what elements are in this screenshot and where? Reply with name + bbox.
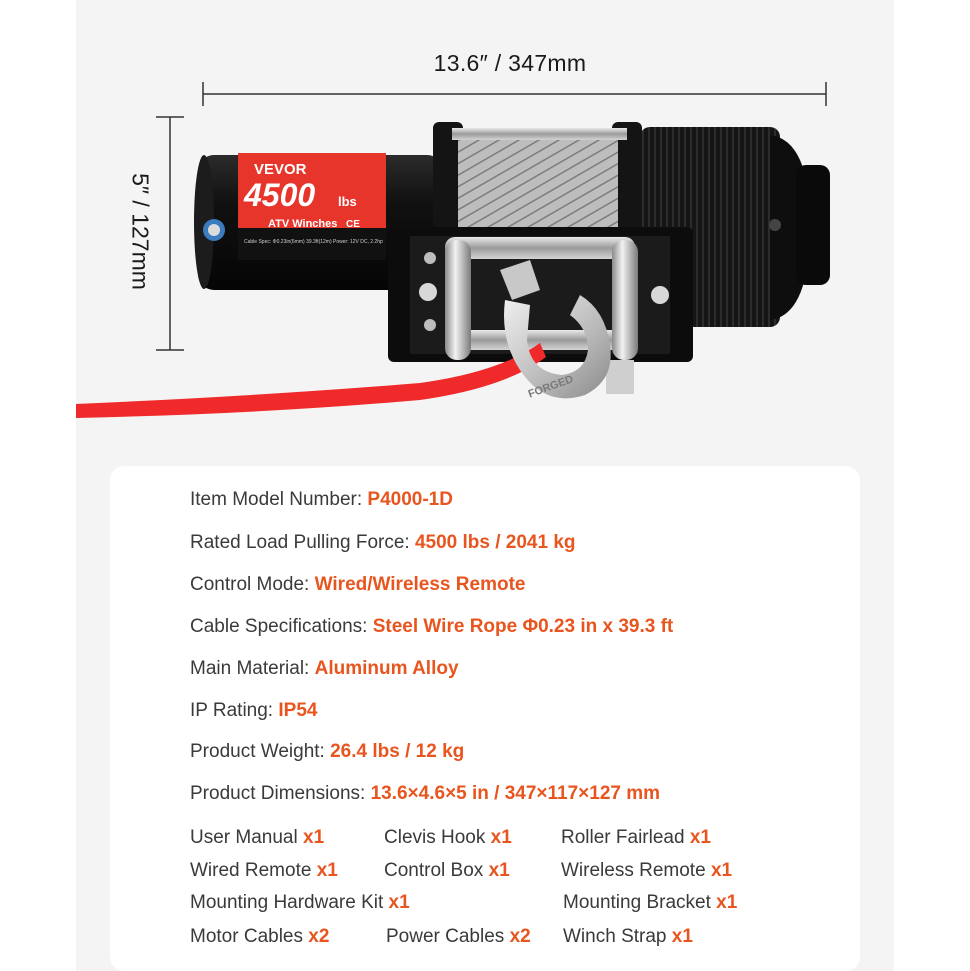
spec-label: Product Dimensions: [190,783,371,804]
clutch-lever [796,165,830,285]
spec-row [190,783,660,805]
spec-row [190,489,453,511]
package-item-qty: x1 [671,926,693,947]
spec-label: Control Mode: [190,574,315,595]
spec-row [190,658,459,680]
spec-row [190,741,464,763]
spec-value: 13.6×4.6×5 in / 347×117×127 mm [370,783,661,804]
package-item [190,827,324,849]
package-item-name: Mounting Hardware Kit [190,892,384,913]
package-item-name: Power Cables [386,926,505,947]
spec-value: Aluminum Alloy [314,658,459,679]
height-dimension-line [156,117,184,350]
spec-value: P4000-1D [367,489,453,510]
package-item-name: Clevis Hook [384,827,486,848]
package-item [190,860,338,882]
capacity-unit-text: lbs [338,194,357,209]
forged-hook-text: FORGED [526,373,575,401]
spec-row [190,532,576,554]
type-text: ATV Winches [268,218,338,230]
package-item [190,892,410,914]
product-hero [0,0,970,450]
spec-row [190,616,673,638]
ce-mark: CE [346,219,360,230]
package-item-qty: x1 [710,860,733,881]
package-item-name: Roller Fairlead [561,827,685,848]
package-item-name: Motor Cables [190,926,303,947]
spec-label: Item Model Number: [190,489,368,510]
package-item-qty: x1 [490,827,512,848]
spec-label: Rated Load Pulling Force: [190,532,415,553]
spec-value: 26.4 lbs / 12 kg [330,741,465,762]
spec-row [190,574,525,596]
package-item [563,892,737,914]
spec-value: Wired/Wireless Remote [314,574,526,595]
package-item-name: Wired Remote [190,860,312,881]
package-item [386,926,531,948]
spec-row [190,700,317,722]
package-item-qty: x1 [388,892,410,913]
package-item-qty: x1 [689,827,711,848]
package-item [561,860,732,882]
winch-illustration [0,0,970,450]
spec-label: Product Weight: [190,741,331,762]
package-item [384,827,512,849]
package-item-name: Mounting Bracket [563,892,711,913]
package-item-qty: x1 [716,892,738,913]
package-item-name: User Manual [190,827,298,848]
package-item-qty: x1 [303,827,325,848]
package-item-name: Winch Strap [563,926,667,947]
height-dimension-label: 5″ / 127mm [127,173,154,290]
brand-logo: VEVOR [254,161,307,178]
spec-value: IP54 [278,700,318,721]
package-item-name: Control Box [384,860,484,881]
spec-label: Cable Specifications: [190,616,373,637]
package-item [384,860,510,882]
package-item-qty: x1 [316,860,338,881]
spec-label: Main Material: [190,658,315,679]
package-item-qty: x2 [308,926,330,947]
spec-label: IP Rating: [190,700,279,721]
width-dimension-line [203,82,826,106]
cable-spec-small-text: Cable Spec: Φ0.23in(6mm) 39.3ft(12m) Power: 12V DC, 2.2hp [244,239,383,245]
capacity-text: 4500 [244,177,316,213]
package-item [563,926,693,948]
spec-value: Steel Wire Rope Φ0.23 in x 39.3 ft [372,616,674,637]
spec-value: 4500 lbs / 2041 kg [414,532,576,553]
package-item-name: Wireless Remote [561,860,706,881]
package-item [190,926,329,948]
package-item [561,827,711,849]
width-dimension-label: 13.6″ / 347mm [433,50,587,76]
package-item-qty: x2 [509,926,531,947]
package-item-qty: x1 [488,860,510,881]
